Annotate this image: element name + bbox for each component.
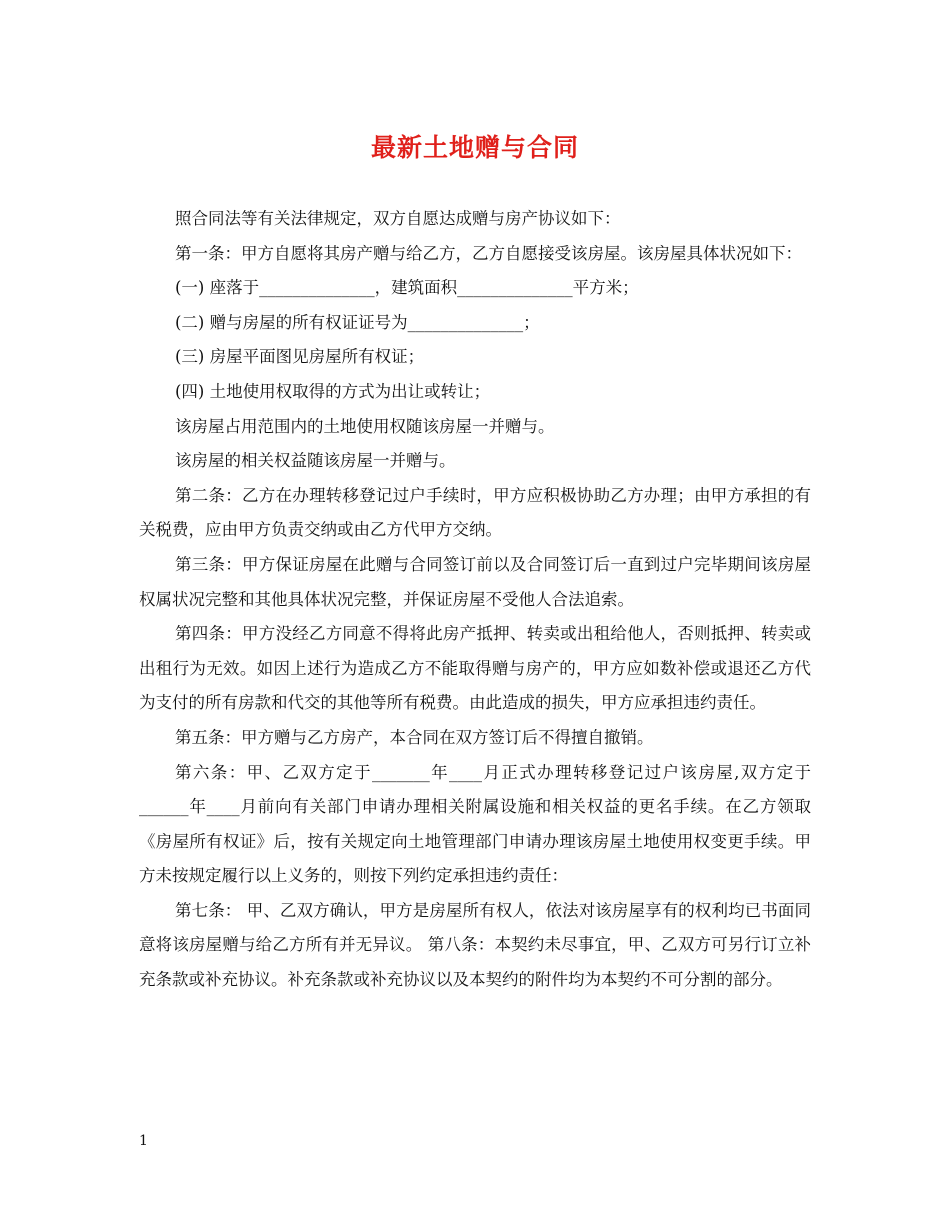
- paragraph-item-1: (一) 座落于______________，建筑面积______________平方米；: [175, 278, 639, 298]
- paragraph-land-rights: 该房屋占用范围内的土地使用权随该房屋一并赠与。: [175, 416, 555, 436]
- paragraph-article-6: 第六条：甲、乙双方定于_______年____月正式办理转移登记过户该房屋,双方定于______年____月前向有关部门申请办理相关附属设施和相关权益的更名手续。在乙方领取《房屋所有权证》后，按有关规定向土地管理部门申请办理该房屋土地使用权变更手续。甲方未按规定履行以上义务的，则按下列约定承担违约责任：: [139, 762, 811, 886]
- paragraph-item-3: (三) 房屋平面图见房屋所有权证；: [175, 347, 425, 367]
- paragraph-item-2: (二) 赠与房屋的所有权证证号为______________；: [175, 312, 540, 332]
- document-title: 最新土地赠与合同: [370, 133, 579, 162]
- paragraph-article-7-8: 第七条： 甲、乙双方确认，甲方是房屋所有权人，依法对该房屋享有的权利均已书面同意将该房屋赠与给乙方所有并无异议。 第八条：本契约未尽事宜，甲、乙双方可另行订立补充条款或补充协议。补充条款或补充协议以及本契约的附件均为本契约不可分割的部分。: [139, 900, 811, 990]
- paragraph-article-4: 第四条：甲方没经乙方同意不得将此房产抵押、转卖或出租给他人，否则抵押、转卖或出租行为无效。如因上述行为造成乙方不能取得赠与房产的，甲方应如数补偿或退还乙方代为支付的所有房款和代交的其他等所有税费。由此造成的损失，甲方应承担违约责任。: [139, 624, 811, 713]
- page-number: 1: [139, 1133, 148, 1149]
- paragraph-article-1: 第一条：甲方自愿将其房产赠与给乙方，乙方自愿接受该房屋。该房屋具体状况如下：: [175, 243, 802, 263]
- paragraph-item-4: (四) 土地使用权取得的方式为出让或转让；: [175, 381, 491, 401]
- paragraph-intro: 照合同法等有关法律规定，双方自愿达成赠与房产协议如下：: [175, 209, 621, 228]
- paragraph-article-5: 第五条：甲方赠与乙方房产，本合同在双方签订后不得擅自撤销。: [175, 727, 654, 747]
- paragraph-article-2: 第二条：乙方在办理转移登记过户手续时，甲方应积极协助乙方办理；由甲方承担的有关税费，应由甲方负责交纳或由乙方代甲方交纳。: [139, 485, 811, 540]
- paragraph-related-rights: 该房屋的相关权益随该房屋一并赠与。: [175, 451, 456, 471]
- paragraph-article-3: 第三条：甲方保证房屋在此赠与合同签订前以及合同签订后一直到过户完毕期间该房屋权属状况完整和其他具体状况完整，并保证房屋不受他人合法追索。: [139, 554, 811, 609]
- document-body: [139, 202, 811, 998]
